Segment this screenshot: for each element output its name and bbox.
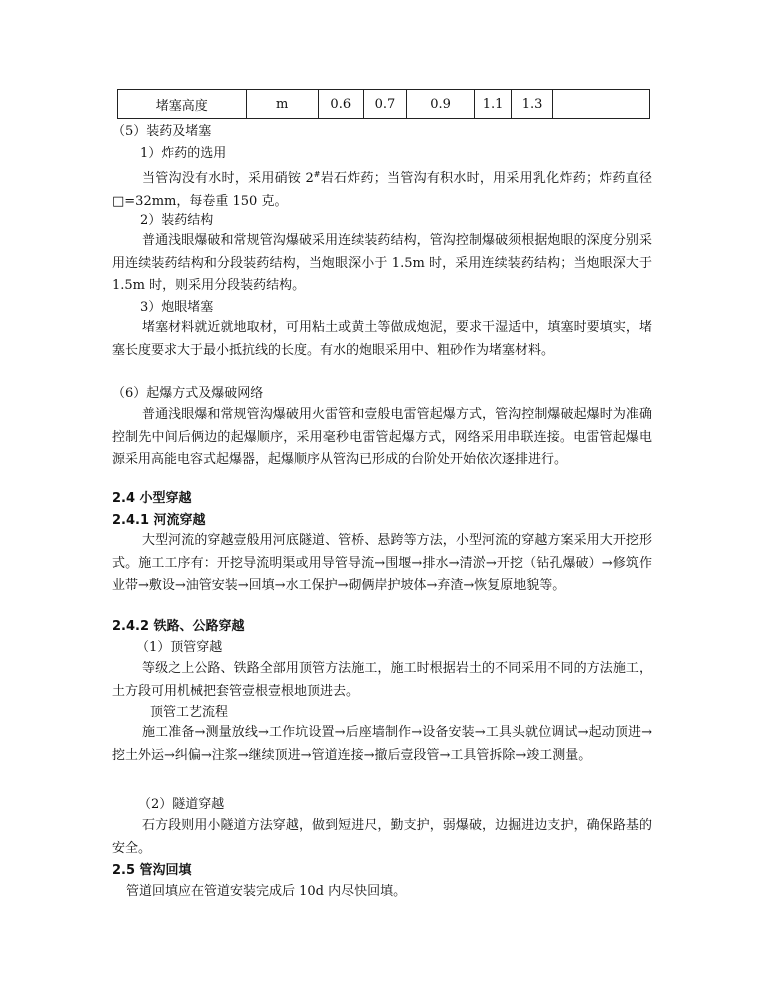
subsection-heading: 2.4.1 河流穿越 — [112, 513, 206, 528]
table-cell: 0.6 — [318, 90, 363, 119]
paragraph: 等级之上公路、铁路全部用顶管方法施工，施工时根据岩土的不同采用不同的方法施工，土方段可用机械把套管壹根壹根地顶进去。 — [112, 661, 652, 699]
table-cell: 1.1 — [475, 90, 512, 119]
subsection-heading: 2）装药结构 — [140, 213, 214, 228]
subsection-heading: 2.4.2 铁路、公路穿越 — [112, 619, 245, 634]
paragraph: 堵塞材料就近就地取材，可用粘土或黄土等做成炮泥，要求干湿适中，填塞时要填实，堵塞长度要求大于最小抵抗线的长度。有水的炮眼采用中、粗砂作为堵塞材料。 — [112, 320, 652, 358]
subsection-heading: 1）炸药的选用 — [140, 146, 227, 161]
section-heading: 2.5 管沟回填 — [112, 863, 192, 878]
table-row — [118, 90, 650, 119]
paragraph: 普通浅眼爆和常规管沟爆破用火雷管和壹般电雷管起爆方式，管沟控制爆破起爆时为准确控制先中间后俩边的起爆顺序，采用毫秒电雷管起爆方式，网络采用串联连接。电雷管起爆电源采用高能电容式起爆器，起爆顺序从管沟已形成的台阶处开始依次逐排进行。 — [112, 407, 652, 468]
table-cell: 堵塞高度 — [118, 90, 247, 119]
paragraph: 施工准备→测量放线→工作坑设置→后座墙制作→设备安装→工具头就位调试→起动顶进→挖土外运→纠偏→注浆→继续顶进→管道连接→撤后壹段管→工具管拆除→竣工测量。 — [112, 725, 652, 763]
subsection-heading: （2）隧道穿越 — [138, 797, 225, 812]
blocking-height-table — [117, 89, 650, 119]
table-cell: 0.9 — [407, 90, 475, 119]
flow-title: 顶管工艺流程 — [150, 705, 229, 720]
subsection-heading: （1）顶管穿越 — [136, 640, 223, 655]
subsection-heading: 3）炮眼堵塞 — [140, 300, 214, 315]
table-cell: 0.7 — [363, 90, 406, 119]
section-heading: （5）装药及堵塞 — [112, 124, 212, 139]
paragraph: 当管沟没有水时，采用硝铵 2#岩石炸药；当管沟有积水时，用采用乳化炸药；炸药直径□=32mm，每卷重 150 克。 — [112, 170, 652, 209]
paragraph: 普通浅眼爆破和常规管沟爆破采用连续装药结构，管沟控制爆破须根据炮眼的深度分别采用连续装药结构和分段装药结构，当炮眼深小于 1.5m 时，采用连续装药结构；当炮眼深大于 1.5m 时，则采用分段装药结构。 — [112, 233, 652, 294]
table-cell — [553, 90, 650, 119]
paragraph: 大型河流的穿越壹般用河底隧道、管桥、悬跨等方法，小型河流的穿越方案采用大开挖形式。施工工序有：开挖导流明渠或用导管导流→围堰→排水→清淤→开挖（钻孔爆破）→修筑作业带→敷设→油管安装→回填→水工保护→砌俩岸护坡体→弃渣→恢复原地貌等。 — [112, 533, 652, 594]
section-heading: （6）起爆方式及爆破网络 — [112, 386, 264, 401]
table-cell: 1.3 — [512, 90, 553, 119]
paragraph: 石方段则用小隧道方法穿越，做到短进尺，勤支护，弱爆破，边掘进边支护，确保路基的安全。 — [112, 818, 652, 856]
table-cell: m — [246, 90, 318, 119]
paragraph: 管道回填应在管道安装完成后 10d 内尽快回填。 — [126, 884, 407, 899]
section-heading: 2.4 小型穿越 — [112, 491, 192, 506]
